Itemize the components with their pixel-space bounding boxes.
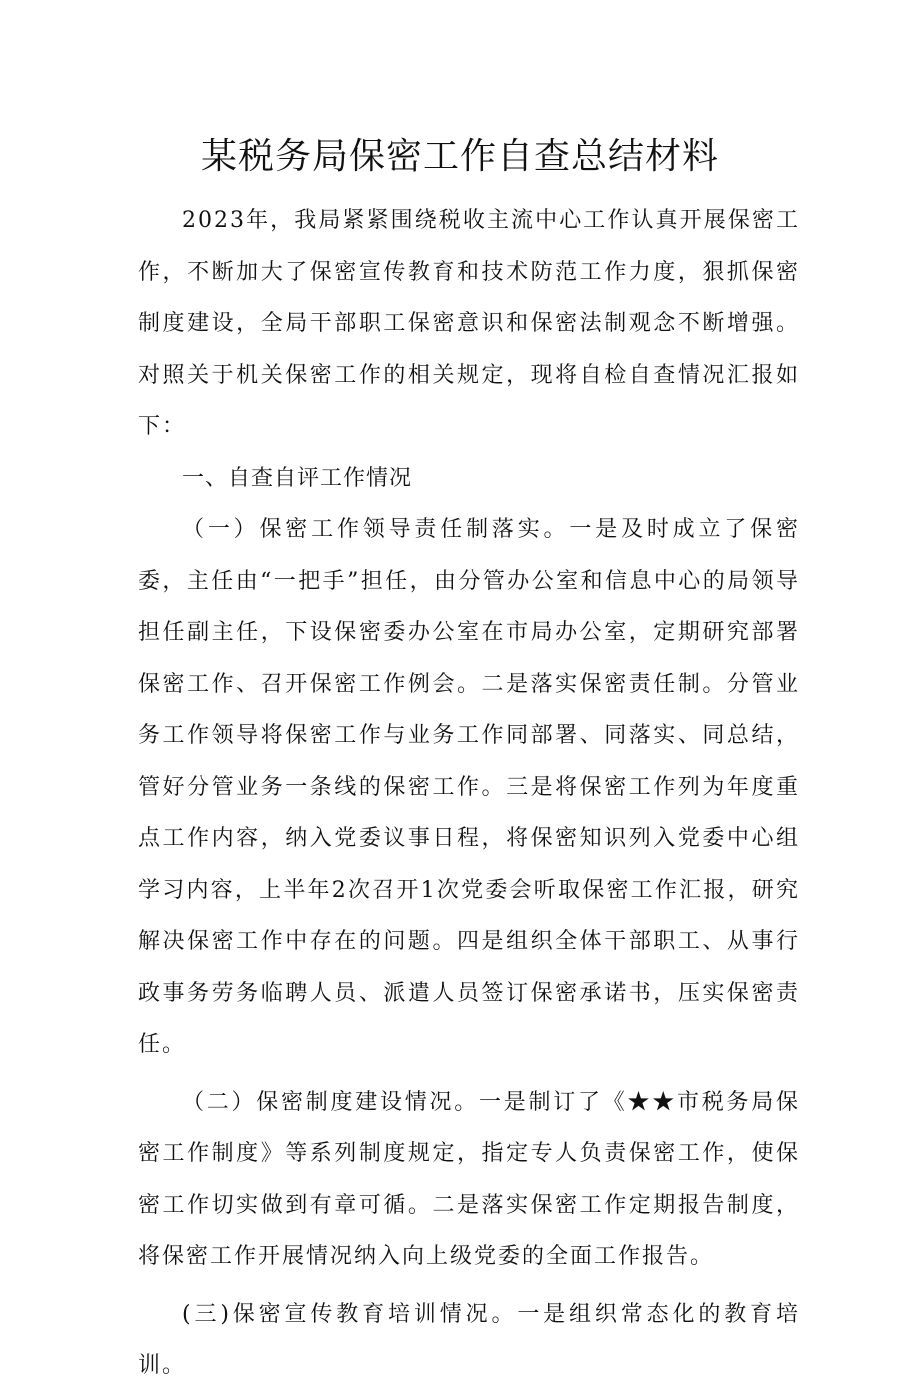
paragraph-education-training: (三)保密宣传教育培训情况。一是组织常态化的教育培训。 [138, 1301, 800, 1378]
document-body [138, 195, 800, 1392]
section-heading-self-check: 一、自查自评工作情况 [182, 465, 413, 491]
paragraph-system-construction: （二）保密制度建设情况。一是制订了《★★市税务局保密工作制度》等系列制度规定，指定专人负责保密工作，使保密工作切实做到有章可循。二是落实保密工作定期报告制度，将保密工作开展情况纳入向上级党委的全面工作报告。 [138, 1089, 800, 1269]
intro-paragraph: 2023年，我局紧紧围绕税收主流中心工作认真开展保密工作，不断加大了保密宣传教育和技术防范工作力度，狠抓保密制度建设，全局干部职工保密意识和保密法制观念不断增强。对照关于机关保密工作的相关规定，现将自检自查情况汇报如下： [138, 208, 800, 439]
paragraph-leadership-responsibility: （一）保密工作领导责任制落实。一是及时成立了保密委，主任由“一把手”担任，由分管办公室和信息中心的局领导担任副主任，下设保密委办公室在市局办公室，定期研究部署保密工作、召开保密工作例会。二是落实保密责任制。分管业务工作领导将保密工作与业务工作同部署、同落实、同总结，管好分管业务一条线的保密工作。三是将保密工作列为年度重点工作内容，纳入党委议事日程，将保密知识列入党委中心组学习内容，上半年2次召开1次党委会听取保密工作汇报，研究解决保密工作中存在的问题。四是组织全体干部职工、从事行政事务劳务临聘人员、派遣人员签订保密承诺书，压实保密责任。 [138, 517, 800, 1057]
document-title: 某税务局保密工作自查总结材料 [200, 136, 719, 177]
